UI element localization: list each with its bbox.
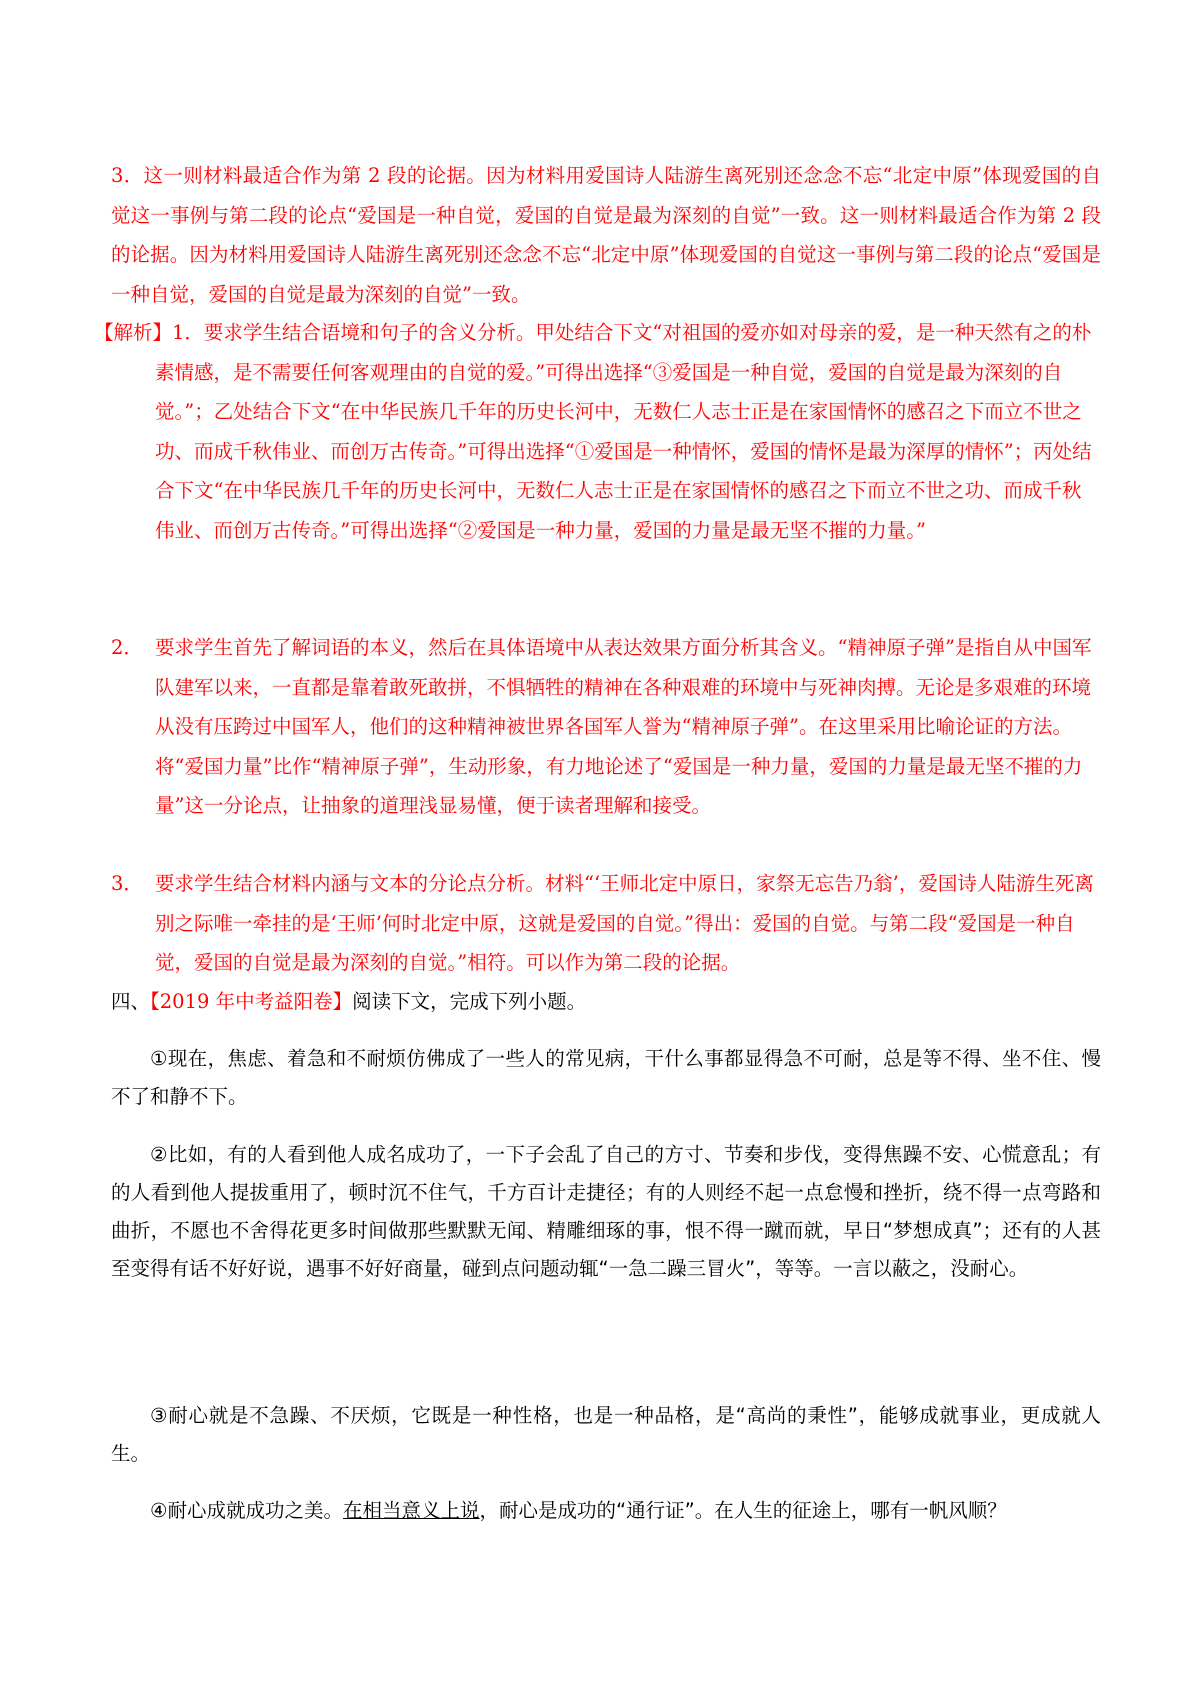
analysis-item-2-number: 2． — [111, 636, 143, 659]
article-paragraph-2: ②比如，有的人看到他人成名成功了，一下子会乱了自己的方寸、节奏和步伐，变得焦躁不安、心慌意乱；有的人看到他人提拔重用了，顿时沉不住气，千方百计走捷径；有的人则经不起一点怠慢和挫折，绕不得一点弯路和曲折，不愿也不舍得花更多时间做那些默默无闻、精雕细琢的事，恨不得一蹴而就，早日“梦想成真”；还有的人甚至变得有话不好好说，遇事不好好商量，碰到点问题动辄“一急二躁三冒火”，等等。一言以蔽之，没耐心。 — [111, 1143, 1101, 1280]
analysis-item-3-number: 3． — [111, 872, 143, 895]
analysis-item-3-text: 要求学生结合材料内涵与文本的分论点分析。材料“‘王师北定中原日，家祭无忘告乃翁’，爱国诗人陆游生死离别之际唯一牵挂的是‘王师’何时北定中原，这就是爱国的自觉。”得出：爱国的自觉。与第二段“爱国是一种自觉，爱国的自觉是最为深刻的自觉。”相符。可以作为第二段的论据。 — [155, 872, 1094, 974]
analysis-item-1 — [94, 313, 1095, 550]
article-paragraph-4-rest: ，耐心是成功的“通行证”。在人生的征途上，哪有一帆风顺？ — [479, 1499, 1007, 1522]
analysis-label: 【解析】 — [94, 321, 173, 344]
analysis-item-3 — [111, 864, 1101, 983]
section-4-prefix: 四、 — [111, 990, 151, 1013]
analysis-item-1-text: 1．要求学生结合语境和句子的含义分析。甲处结合下文“对祖国的爱亦如对母亲的爱，是一种天然有之的朴素情感，是不需要任何客观理由的自觉的爱。”可得出选择“③爱国是一种自觉，爱国的自觉是最为深刻的自觉。”；乙处结合下文“在中华民族几千年的历史长河中，无数仁人志士正是在家国情怀的感召之下而立不世之功、而成千秋伟业、而创万古传奇。”可得出选择“①爱国是一种情怀，爱国的情怀是最为深厚的情怀”；丙处结合下文“在中华民族几千年的历史长河中，无数仁人志士正是在家国情怀的感召之下而立不世之功、而成千秋伟业、而创万古传奇。”可得出选择“②爱国是一种力量，爱国的力量是最无坚不摧的力量。” — [155, 321, 1092, 542]
underlined-phrase: 在相当意义上说 — [342, 1499, 480, 1522]
answer-3-paragraph: 3．这一则材料最适合作为第 2 段的论据。因为材料用爱国诗人陆游生离死别还念念不忘“北定中原”体现爱国的自觉这一事例与第二段的论点“爱国是一种自觉，爱国的自觉是最为深刻的自觉”一致。这一则材料最适合作为第 2 段的论据。因为材料用爱国诗人陆游生离死别还念念不忘“北定中原”体现爱国的自觉这一事例与第二段的论点“爱国是一种自觉，爱国的自觉是最为深刻的自觉”一致。 — [111, 164, 1101, 306]
section-4-source: 【2019 年中考益阳卷】 — [150, 990, 353, 1013]
article-paragraph-4 — [111, 1492, 1101, 1530]
analysis-item-2 — [111, 628, 1101, 826]
article-paragraph-1: ①现在，焦虑、着急和不耐烦仿佛成了一些人的常见病，干什么事都显得急不可耐，总是等不得、坐不住、慢不了和静不下。 — [111, 1047, 1101, 1108]
article-paragraph-4-lead: ④耐心成就成功之美。 — [150, 1499, 343, 1522]
section-4-instruction: 阅读下文，完成下列小题。 — [352, 990, 587, 1013]
section-4-heading — [111, 982, 1101, 1022]
analysis-item-2-text: 要求学生首先了解词语的本义，然后在具体语境中从表达效果方面分析其含义。“精神原子弹”是指自从中国军队建军以来，一直都是靠着敢死敢拼，不惧牺牲的精神在各种艰难的环境中与死神肉搏。无论是多艰难的环境从没有压跨过中国军人，他们的这种精神被世界各国军人誉为“精神原子弹”。在这里采用比喻论证的方法。将“爱国力量”比作“精神原子弹”，生动形象，有力地论述了“爱国是一种力量，爱国的力量是最无坚不摧的力量”这一分论点，让抽象的道理浅显易懂，便于读者理解和接受。 — [155, 636, 1092, 817]
article-paragraph-3: ③耐心就是不急躁、不厌烦，它既是一种性格，也是一种品格，是“高尚的秉性”，能够成就事业，更成就人生。 — [111, 1404, 1101, 1465]
